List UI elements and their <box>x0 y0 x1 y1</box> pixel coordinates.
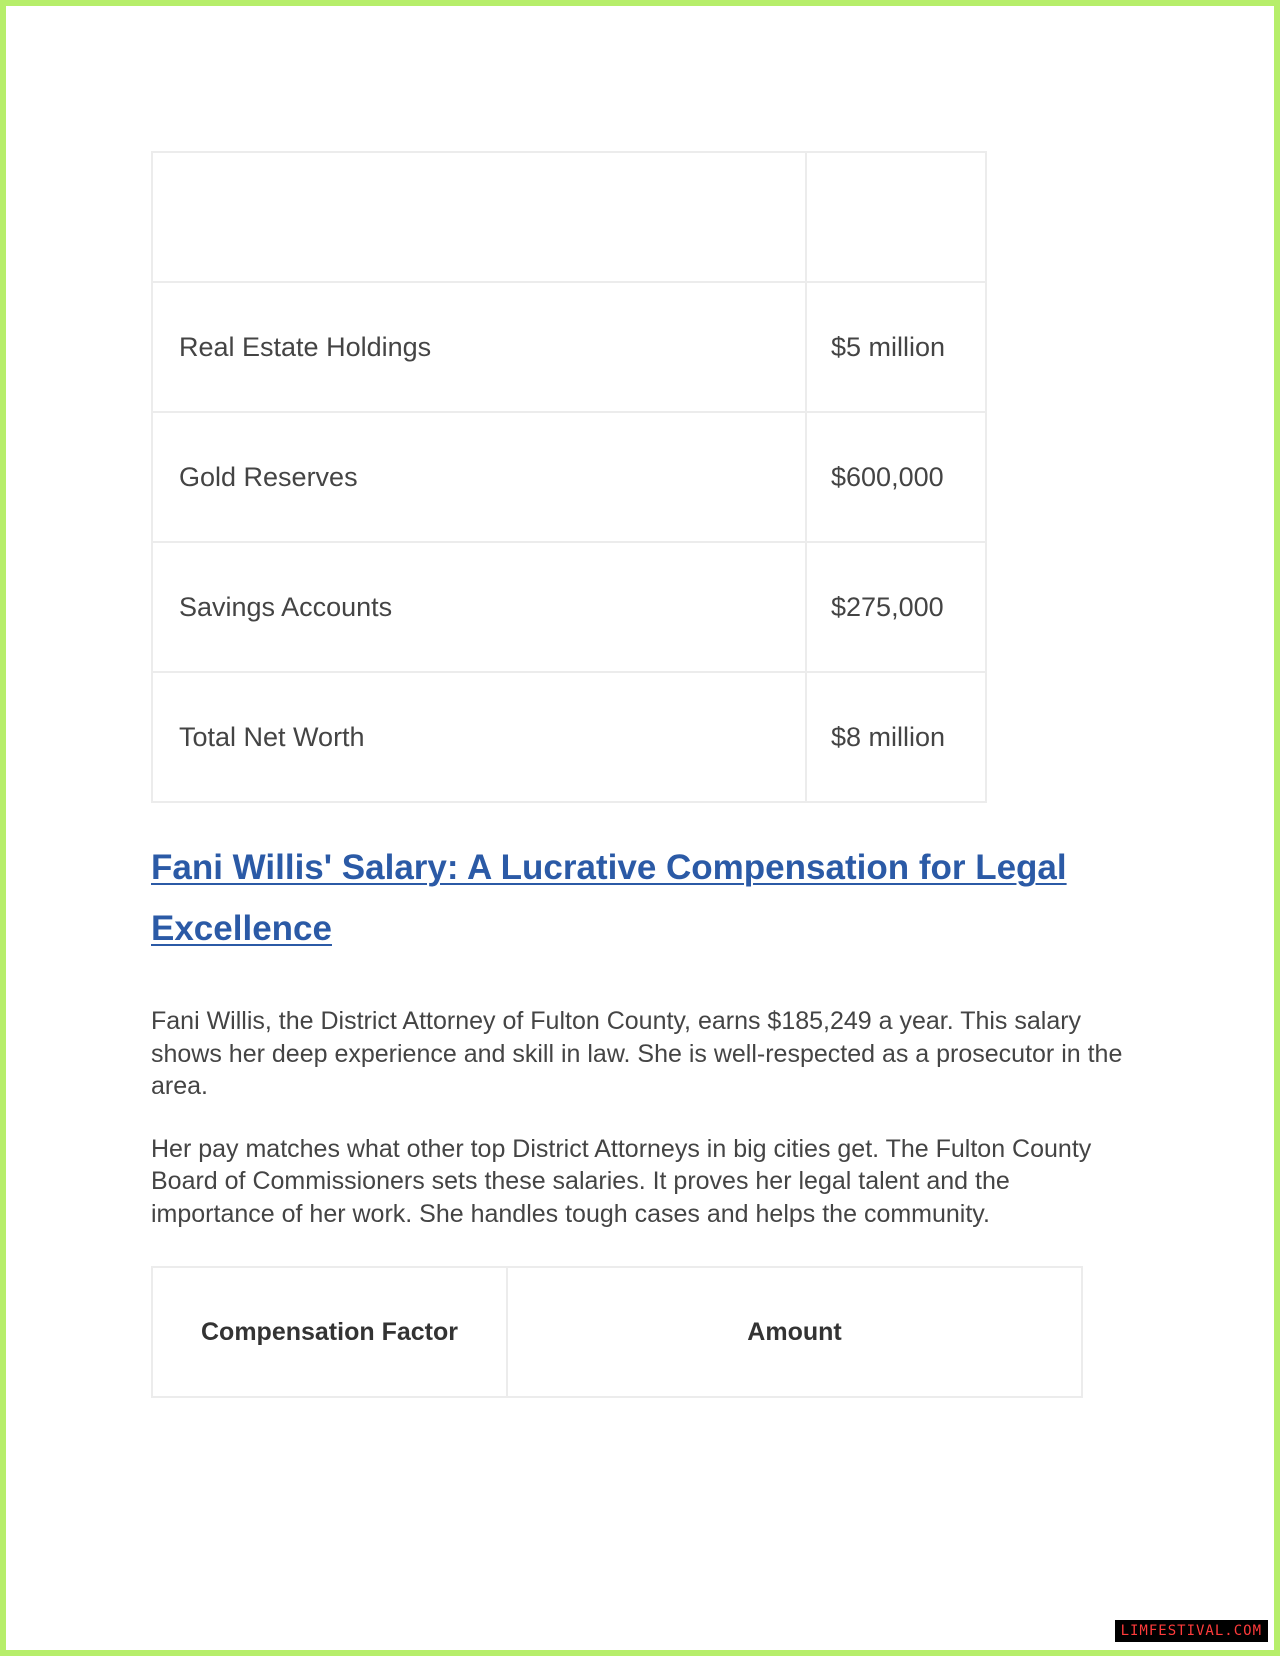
asset-value: $8 million <box>806 672 986 802</box>
asset-label: Real Estate Holdings <box>152 282 806 412</box>
paragraph: Fani Willis, the District Attorney of Fulton County, earns $185,249 a year. This salary shows her deep experience and skill in law. She is well-respected as a prosecutor in the area. <box>151 1007 1123 1100</box>
column-header: Amount <box>507 1267 1082 1397</box>
table-row <box>152 542 986 672</box>
asset-value: $275,000 <box>806 542 986 672</box>
paragraph: Her pay matches what other top District Attorneys in big cities get. The Fulton County Board of Commissioners sets these salaries. It proves her legal talent and the importance of her work. She handles tough cases and helps the community. <box>151 1134 1092 1228</box>
table-row <box>152 152 986 282</box>
compensation-table <box>151 1266 1083 1398</box>
page <box>6 6 1274 1650</box>
net-worth-table <box>151 151 987 803</box>
watermark: LIMFESTIVAL.COM <box>1115 1620 1268 1642</box>
asset-label: Gold Reserves <box>152 412 806 542</box>
article-content <box>151 151 1151 1398</box>
table-row <box>152 282 986 412</box>
asset-value: $600,000 <box>806 412 986 542</box>
asset-label: Savings Accounts <box>152 542 806 672</box>
asset-value: $5 million <box>806 282 986 412</box>
table-row <box>152 672 986 802</box>
table-cell <box>806 152 986 282</box>
table-cell <box>152 152 806 282</box>
table-row <box>152 412 986 542</box>
column-header: Compensation Factor <box>152 1267 507 1397</box>
section-heading <box>151 837 1151 959</box>
section-heading-link[interactable]: Fani Willis' Salary: A Lucrative Compensation for Legal Excellence <box>151 848 1067 948</box>
asset-label: Total Net Worth <box>152 672 806 802</box>
table-header-row <box>152 1267 1082 1397</box>
